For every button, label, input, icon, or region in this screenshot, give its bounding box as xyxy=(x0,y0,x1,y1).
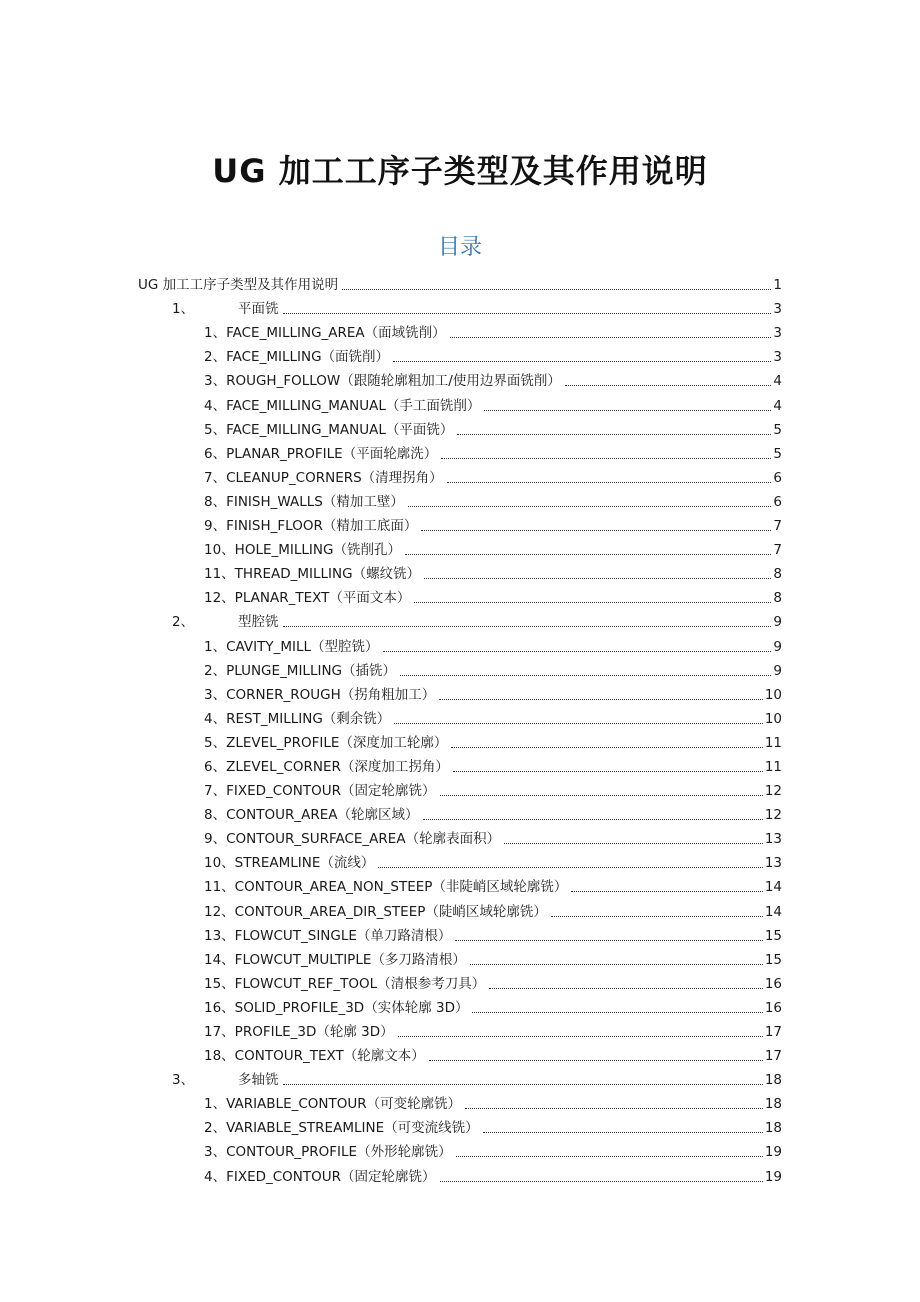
toc-entry-text xyxy=(204,999,470,1017)
toc-page-number: 12 xyxy=(764,783,782,800)
toc-entry-text xyxy=(204,1023,396,1041)
toc-entry-label: 平面铣 xyxy=(238,301,279,318)
toc-entry-number: 2、 xyxy=(172,614,195,631)
toc-entry-text xyxy=(204,710,392,728)
toc-entry-text xyxy=(204,1095,463,1113)
toc-entry-label: 型腔铣 xyxy=(238,614,279,631)
toc-dot-leader xyxy=(571,890,762,892)
toc-entry-label: 3、ROUGH_FOLLOW（跟随轮廓粗加工/使用边界面铣削） xyxy=(204,373,561,390)
toc-entry-number: 3、 xyxy=(172,1072,195,1089)
toc-entry-text xyxy=(204,372,563,390)
toc-entry[interactable] xyxy=(138,993,782,1017)
toc-page-number: 16 xyxy=(764,999,782,1016)
toc-page-number: 14 xyxy=(764,903,782,920)
toc-dot-leader xyxy=(414,601,771,603)
toc-entry-text xyxy=(204,493,406,511)
toc-page-number: 10 xyxy=(764,686,782,703)
toc-entry-label: 12、PLANAR_TEXT（平面文本） xyxy=(204,590,411,607)
toc-entry[interactable] xyxy=(138,583,782,607)
toc-entry-text xyxy=(204,878,569,896)
toc-page-number: 16 xyxy=(764,975,782,992)
toc-page-number: 9 xyxy=(773,614,782,631)
toc-entry-text xyxy=(172,1071,281,1089)
toc-entry[interactable] xyxy=(138,704,782,728)
toc-dot-leader xyxy=(405,553,771,555)
toc-dot-leader xyxy=(457,433,771,435)
toc-page-number: 4 xyxy=(773,373,782,390)
toc-entry[interactable] xyxy=(138,439,782,463)
toc-entry-text xyxy=(204,951,468,969)
toc-page-number: 9 xyxy=(773,662,782,679)
toc-entry-label: 4、FACE_MILLING_MANUAL（手工面铣削） xyxy=(204,397,481,414)
toc-dot-leader xyxy=(441,457,771,459)
toc-entry[interactable] xyxy=(138,1113,782,1137)
toc-dot-leader xyxy=(484,409,771,411)
toc-entry[interactable] xyxy=(138,752,782,776)
toc-entry[interactable] xyxy=(138,824,782,848)
toc-dot-leader xyxy=(439,698,763,700)
toc-dot-leader xyxy=(456,1155,763,1157)
toc-entry[interactable] xyxy=(138,535,782,559)
toc-entry-number: 1、 xyxy=(172,301,195,318)
toc-entry-label: 6、PLANAR_PROFILE（平面轮廓洗） xyxy=(204,445,438,462)
toc-page-number: 5 xyxy=(773,445,782,462)
toc-page-number: 6 xyxy=(773,469,782,486)
toc-entry-label: 1、FACE_MILLING_AREA（面域铣削） xyxy=(204,325,446,342)
toc-entry[interactable] xyxy=(138,921,782,945)
toc-page-number: 6 xyxy=(773,493,782,510)
toc-dot-leader xyxy=(283,625,772,627)
toc-entry[interactable] xyxy=(138,487,782,511)
toc-entry-text xyxy=(138,276,340,294)
toc-entry-text xyxy=(204,324,448,342)
toc-entry-text xyxy=(204,1168,438,1186)
toc-entry-text xyxy=(204,903,549,921)
toc-page-number: 7 xyxy=(773,542,782,559)
toc-page-number: 18 xyxy=(764,1072,782,1089)
toc-page-number: 13 xyxy=(764,855,782,872)
toc-entry-label: 12、CONTOUR_AREA_DIR_STEEP（陡峭区域轮廓铣） xyxy=(204,903,547,920)
toc-entry[interactable] xyxy=(138,776,782,800)
toc-dot-leader xyxy=(429,1059,763,1061)
toc-entry[interactable] xyxy=(138,631,782,655)
toc-entry[interactable] xyxy=(138,390,782,414)
toc-entry-label: 2、FACE_MILLING（面铣削） xyxy=(204,349,390,366)
toc-entry-text xyxy=(204,1143,454,1161)
toc-page-number: 12 xyxy=(764,807,782,824)
toc-dot-leader xyxy=(378,866,762,868)
toc-entry-text xyxy=(204,975,487,993)
toc-dot-leader xyxy=(393,360,771,362)
toc-entry-label: 3、CORNER_ROUGH（拐角粗加工） xyxy=(204,686,436,703)
toc-entry-label: 8、FINISH_WALLS（精加工壁） xyxy=(204,493,404,510)
toc-dot-leader xyxy=(489,987,763,989)
toc-entry-label: UG 加工工序子类型及其作用说明 xyxy=(138,277,339,294)
toc-entry-label: 1、VARIABLE_CONTOUR（可变轮廓铣） xyxy=(204,1096,462,1113)
toc-dot-leader xyxy=(283,1083,763,1085)
toc-entry-label: 1、CAVITY_MILL（型腔铣） xyxy=(204,638,379,655)
toc-entry-text xyxy=(204,517,419,535)
toc-page-number: 18 xyxy=(764,1096,782,1113)
toc-entry-label: 10、STREAMLINE（流线） xyxy=(204,855,375,872)
toc-entry[interactable] xyxy=(138,415,782,439)
toc-entry-text xyxy=(204,758,451,776)
toc-entry-label: 18、CONTOUR_TEXT（轮廓文本） xyxy=(204,1048,425,1065)
toc-entry-label: 8、CONTOUR_AREA（轮廓区域） xyxy=(204,807,419,824)
toc-page-number: 3 xyxy=(773,349,782,366)
toc-entry-label: 7、FIXED_CONTOUR（固定轮廓铣） xyxy=(204,783,436,800)
toc-dot-leader xyxy=(421,529,771,531)
toc-entry-label: 2、PLUNGE_MILLING（插铣） xyxy=(204,662,397,679)
toc-entry[interactable] xyxy=(138,559,782,583)
toc-entry-text xyxy=(204,469,445,487)
toc-page-number: 17 xyxy=(764,1048,782,1065)
toc-entry-label: 10、HOLE_MILLING（铣削孔） xyxy=(204,542,401,559)
toc-entry[interactable] xyxy=(138,511,782,535)
toc-page-number: 1 xyxy=(773,277,782,294)
toc-entry-text xyxy=(204,348,391,366)
toc-entry-label: 4、REST_MILLING（剩余铣） xyxy=(204,710,391,727)
toc-page-number: 4 xyxy=(773,397,782,414)
toc-page-number: 11 xyxy=(764,758,782,775)
toc-entry-text xyxy=(204,854,376,872)
toc-entry-label: 5、FACE_MILLING_MANUAL（平面铣） xyxy=(204,421,454,438)
toc-page-number: 5 xyxy=(773,421,782,438)
toc-entry-text xyxy=(172,300,281,318)
toc-page-number: 19 xyxy=(764,1144,782,1161)
toc-entry[interactable] xyxy=(138,366,782,390)
toc-dot-leader xyxy=(465,1107,763,1109)
toc-page-number: 8 xyxy=(773,566,782,583)
toc-entry-label: 11、THREAD_MILLING（螺纹铣） xyxy=(204,566,421,583)
toc-entry-label: 7、CLEANUP_CORNERS（清理拐角） xyxy=(204,469,443,486)
toc-entry-text xyxy=(204,638,381,656)
toc-entry-text xyxy=(204,445,439,463)
toc-dot-leader xyxy=(483,1131,763,1133)
toc-page-number: 7 xyxy=(773,518,782,535)
toc-dot-leader xyxy=(551,915,763,917)
toc-entry-text xyxy=(204,830,502,848)
toc-entry-label: 14、FLOWCUT_MULTIPLE（多刀路清根） xyxy=(204,951,466,968)
toc-page-number: 11 xyxy=(764,734,782,751)
toc-page-number: 15 xyxy=(764,927,782,944)
toc-entry-text xyxy=(204,782,438,800)
toc-dot-leader xyxy=(450,336,772,338)
toc-entry-text xyxy=(204,397,482,415)
toc-entry[interactable] xyxy=(138,800,782,824)
toc-dot-leader xyxy=(455,939,762,941)
toc-entry-label: 11、CONTOUR_AREA_NON_STEEP（非陡峭区域轮廓铣） xyxy=(204,879,568,896)
toc-entry[interactable] xyxy=(138,1017,782,1041)
toc-page-number: 19 xyxy=(764,1168,782,1185)
toc-entry-text xyxy=(204,806,421,824)
toc-page-number: 18 xyxy=(764,1120,782,1137)
toc-entry-text xyxy=(204,565,422,583)
toc-page-number: 8 xyxy=(773,590,782,607)
toc-dot-leader xyxy=(472,1011,762,1013)
toc-entry-label: 9、FINISH_FLOOR（精加工底面） xyxy=(204,518,418,535)
toc-entry[interactable] xyxy=(138,1089,782,1113)
toc-page-number: 17 xyxy=(764,1024,782,1040)
toc-entry-label: 4、FIXED_CONTOUR（固定轮廓铣） xyxy=(204,1168,436,1185)
toc-entry[interactable] xyxy=(138,342,782,366)
toc-entry[interactable] xyxy=(138,607,782,631)
toc-page-number: 9 xyxy=(773,638,782,655)
toc-entry[interactable] xyxy=(138,1041,782,1065)
toc-entry[interactable] xyxy=(138,270,782,294)
toc-dot-leader xyxy=(504,842,763,844)
toc-entry-text xyxy=(204,734,449,752)
toc-entry-label: 多轴铣 xyxy=(238,1072,279,1089)
toc-dot-leader xyxy=(342,288,771,290)
toc-entry[interactable] xyxy=(138,318,782,342)
toc-entry-text xyxy=(204,662,398,680)
toc-page-number: 14 xyxy=(764,879,782,896)
toc-dot-leader xyxy=(398,1035,763,1037)
toc-dot-leader xyxy=(451,746,762,748)
toc-dot-leader xyxy=(440,794,763,796)
toc-dot-leader xyxy=(440,1180,763,1182)
table-of-contents xyxy=(138,270,782,1186)
toc-entry[interactable] xyxy=(138,463,782,487)
toc-entry[interactable] xyxy=(138,872,782,896)
toc-entry-text xyxy=(204,1047,427,1065)
document-title: UG 加工工序子类型及其作用说明 xyxy=(212,152,708,190)
toc-page-number: 13 xyxy=(764,831,782,848)
toc-entry-text xyxy=(172,613,281,631)
toc-dot-leader xyxy=(453,770,763,772)
toc-entry-text xyxy=(204,927,453,945)
toc-entry-label: 13、FLOWCUT_SINGLE（单刀路清根） xyxy=(204,927,452,944)
toc-dot-leader xyxy=(400,674,771,676)
toc-entry-label: 3、CONTOUR_PROFILE（外形轮廓铣） xyxy=(204,1144,452,1161)
toc-entry-text xyxy=(204,541,403,559)
toc-entry-label: 17、PROFILE_3D（轮廓 3D） xyxy=(204,1024,394,1040)
toc-dot-leader xyxy=(565,384,772,386)
toc-entry-label: 16、SOLID_PROFILE_3D（实体轮廓 3D） xyxy=(204,999,469,1016)
toc-entry-label: 6、ZLEVEL_CORNER（深度加工拐角） xyxy=(204,758,449,775)
toc-entry[interactable] xyxy=(138,728,782,752)
toc-dot-leader xyxy=(470,963,763,965)
toc-entry-text xyxy=(204,589,412,607)
toc-dot-leader xyxy=(447,481,772,483)
toc-entry[interactable] xyxy=(138,1065,782,1089)
toc-entry[interactable] xyxy=(138,294,782,318)
toc-page-number: 10 xyxy=(764,710,782,727)
toc-entry[interactable] xyxy=(138,945,782,969)
toc-dot-leader xyxy=(394,722,763,724)
toc-entry[interactable] xyxy=(138,848,782,872)
toc-entry[interactable] xyxy=(138,680,782,704)
toc-entry-label: 9、CONTOUR_SURFACE_AREA（轮廓表面积） xyxy=(204,831,501,848)
toc-dot-leader xyxy=(283,312,772,314)
toc-dot-leader xyxy=(383,650,772,652)
toc-page-number: 15 xyxy=(764,951,782,968)
toc-heading: 目录 xyxy=(437,235,482,260)
toc-entry[interactable] xyxy=(138,656,782,680)
toc-entry[interactable] xyxy=(138,969,782,993)
toc-entry-label: 15、FLOWCUT_REF_TOOL（清根参考刀具） xyxy=(204,975,486,992)
toc-entry[interactable] xyxy=(138,1161,782,1185)
toc-entry-text xyxy=(204,1119,481,1137)
toc-entry-label: 2、VARIABLE_STREAMLINE（可变流线铣） xyxy=(204,1120,479,1137)
toc-entry[interactable] xyxy=(138,1137,782,1161)
toc-entry-text xyxy=(204,686,437,704)
toc-entry-text xyxy=(204,421,455,439)
toc-dot-leader xyxy=(424,577,771,579)
toc-page-number: 3 xyxy=(773,301,782,318)
toc-entry[interactable] xyxy=(138,896,782,920)
toc-entry-label: 5、ZLEVEL_PROFILE（深度加工轮廓） xyxy=(204,734,448,751)
toc-dot-leader xyxy=(423,818,763,820)
toc-dot-leader xyxy=(408,505,772,507)
toc-page-number: 3 xyxy=(773,325,782,342)
